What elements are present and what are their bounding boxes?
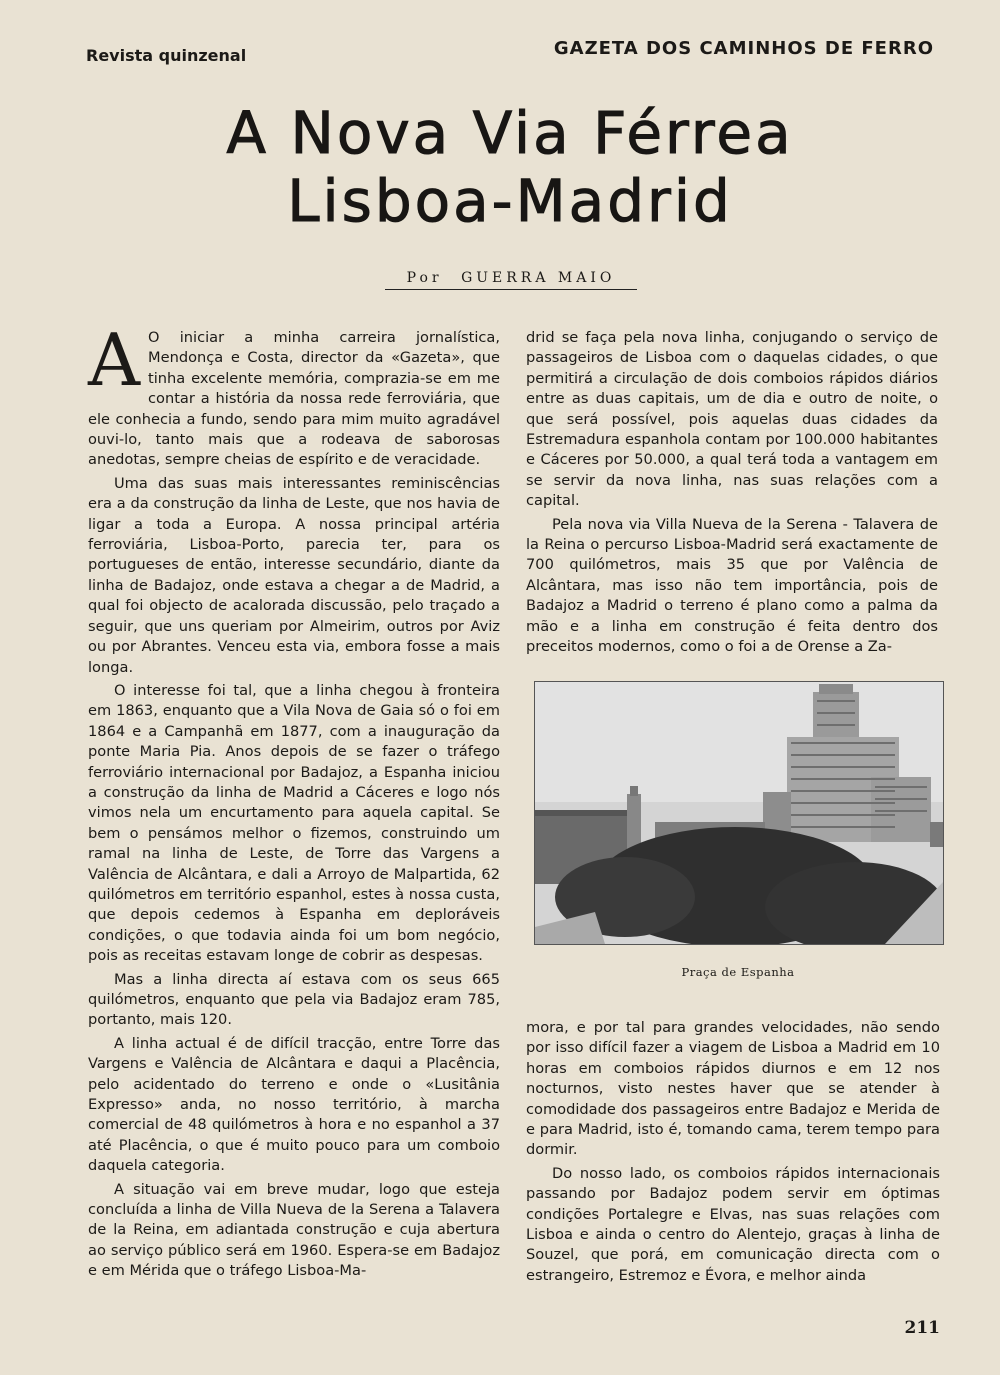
byline xyxy=(385,270,637,290)
photo-caption: Praça de Espanha xyxy=(681,965,795,979)
article-title-line-2: Lisboa-Madrid xyxy=(287,167,733,235)
paragraph: A linha actual é de difícil tracção, entre Torre das Vargens e Valência de Alcântara e daqui a Placência, pelo acidentado do terreno e onde o «Lusitânia Expresso» anda, no nosso território, à marcha comercial de 48 quilómetros à hora e no espanhol a 37 até Placência, o que é muito pouco para um comboio daquela categoria. xyxy=(88,1034,500,1175)
paragraph: O interesse foi tal, que a linha chegou à fronteira em 1863, enquanto que a Vila Nova de Gaia só o foi em 1864 e a Campanhã em 1877, com a inauguração da ponte Maria Pia. Anos depois de se fazer o tráfego ferroviário internacional por Badajoz, a Espanha iniciou a construção da linha de Madrid a Cáceres e logo nós vimos nela um encurtamento para aquela capital. Se bem o pensámos melhor o fizemos, construindo um ramal na linha de Leste, de Torre das Vargens a Valência de Alcântara, e dali a Arroyo de Malpartida, 62 quilómetros em território espanhol, estes à nossa custa, que depois cedemos à Espanha em deploráveis condições, o que todavia ainda foi um bom negócio, pois as receitas estavam longe de cobrir as despesas. xyxy=(88,681,500,965)
paragraph: Mas a linha directa aí estava com os seus 665 quilómetros, enquanto que pela via Badajoz eram 785, portanto, mais 120. xyxy=(88,970,500,1029)
paragraph: A situação vai em breve mudar, logo que esteja concluída a linha de Villa Nueva de la Serena a Talavera de la Reina, em adiantada construção e cuja abertura ao serviço público será em 1960. Espera-se em Badajoz e em Mérida que o tráfego Lisboa-Ma- xyxy=(88,1180,500,1280)
drop-cap: A xyxy=(88,318,140,402)
byline-author: GUERRA MAIO xyxy=(461,270,616,286)
right-column-bottom xyxy=(526,1018,940,1289)
header-magazine-name: GAZETA DOS CAMINHOS DE FERRO xyxy=(553,38,934,59)
byline-prefix: Por xyxy=(406,270,443,286)
paragraph: Uma das suas mais interessantes reminiscências era a da construção da linha de Leste, que nos havia de ligar a toda a Europa. A nossa principal artéria ferroviária, Lisboa-Porto, parecia ter, para os portugueses de então, interesse secundário, diante da linha de Badajoz, onde estava a chegar a de Madrid, a qual foi objecto de acalorada discussão, pelo traçado a seguir, que uns queriam por Almeirim, outros por Aviz ou por Abrantes. Venceu esta via, embora fosse a mais longa. xyxy=(88,474,500,676)
paragraph: Do nosso lado, os comboios rápidos internacionais passando por Badajoz podem servir em óptimas condições Portalegre e Elvas, nas suas relações com Lisboa e ainda o centro do Alentejo, graças à linha de Souzel, que porá, em comunicação directa com o estrangeiro, Estremoz e Évora, e melhor ainda xyxy=(526,1164,940,1284)
header-publication-frequency: Revista quinzenal xyxy=(86,46,247,65)
paragraph: A O iniciar a minha carreira jornalística, Mendonça e Costa, director da «Gazeta», que tinha excelente memória, comprazia-se em me contar a história da nossa rede ferroviária, que ele conhecia a fundo, sendo para mim muito agradável ouvi-lo, tanto mais que a rodeava de saborosas anedotas, sempre cheias de espírito e de veracidade. xyxy=(88,318,500,469)
left-column xyxy=(88,318,500,1285)
paragraph: Pela nova via Villa Nueva de la Serena - Talavera de la Reina o percurso Lisboa-Madrid será exactamente de 700 quilómetros, mais 35 que por Valência de Alcântara, mas isso não tem importância, pois de Badajoz a Madrid o terreno é plano como a palma da mão e a linha em construção é feita dentro dos preceitos modernos, como o foi a de Orense a Za- xyxy=(526,515,938,656)
photo-praca-de-espanha xyxy=(534,681,944,945)
article-title-line-1: A Nova Via Férrea xyxy=(226,99,794,167)
paragraph: mora, e por tal para grandes velocidades, não sendo por isso difícil fazer a viagem de Lisboa a Madrid em 10 horas em comboios rápidos diurnos e em 12 nos nocturnos, visto nestes haver que se atender à comodidade dos passageiros entre Badajoz e Merida de e para Madrid, isto é, tomando cama, terem tempo para dormir. xyxy=(526,1019,940,1159)
page-number: 211 xyxy=(904,1318,940,1338)
paragraph: drid se faça pela nova linha, conjugando o serviço de passageiros de Lisboa com o daquelas cidades, o que permitirá a circulação de dois comboios rápidos diários entre as duas capitais, um de dia e outro de noite, o que será possível, pois aquelas duas cidades da Estremadura espanhola contam por 100.000 habitantes e Cáceres por 50.000, a qual terá toda a vantagem em se servir da nova linha, nas suas relações com a capital. xyxy=(526,329,938,510)
right-column-top xyxy=(526,328,938,661)
